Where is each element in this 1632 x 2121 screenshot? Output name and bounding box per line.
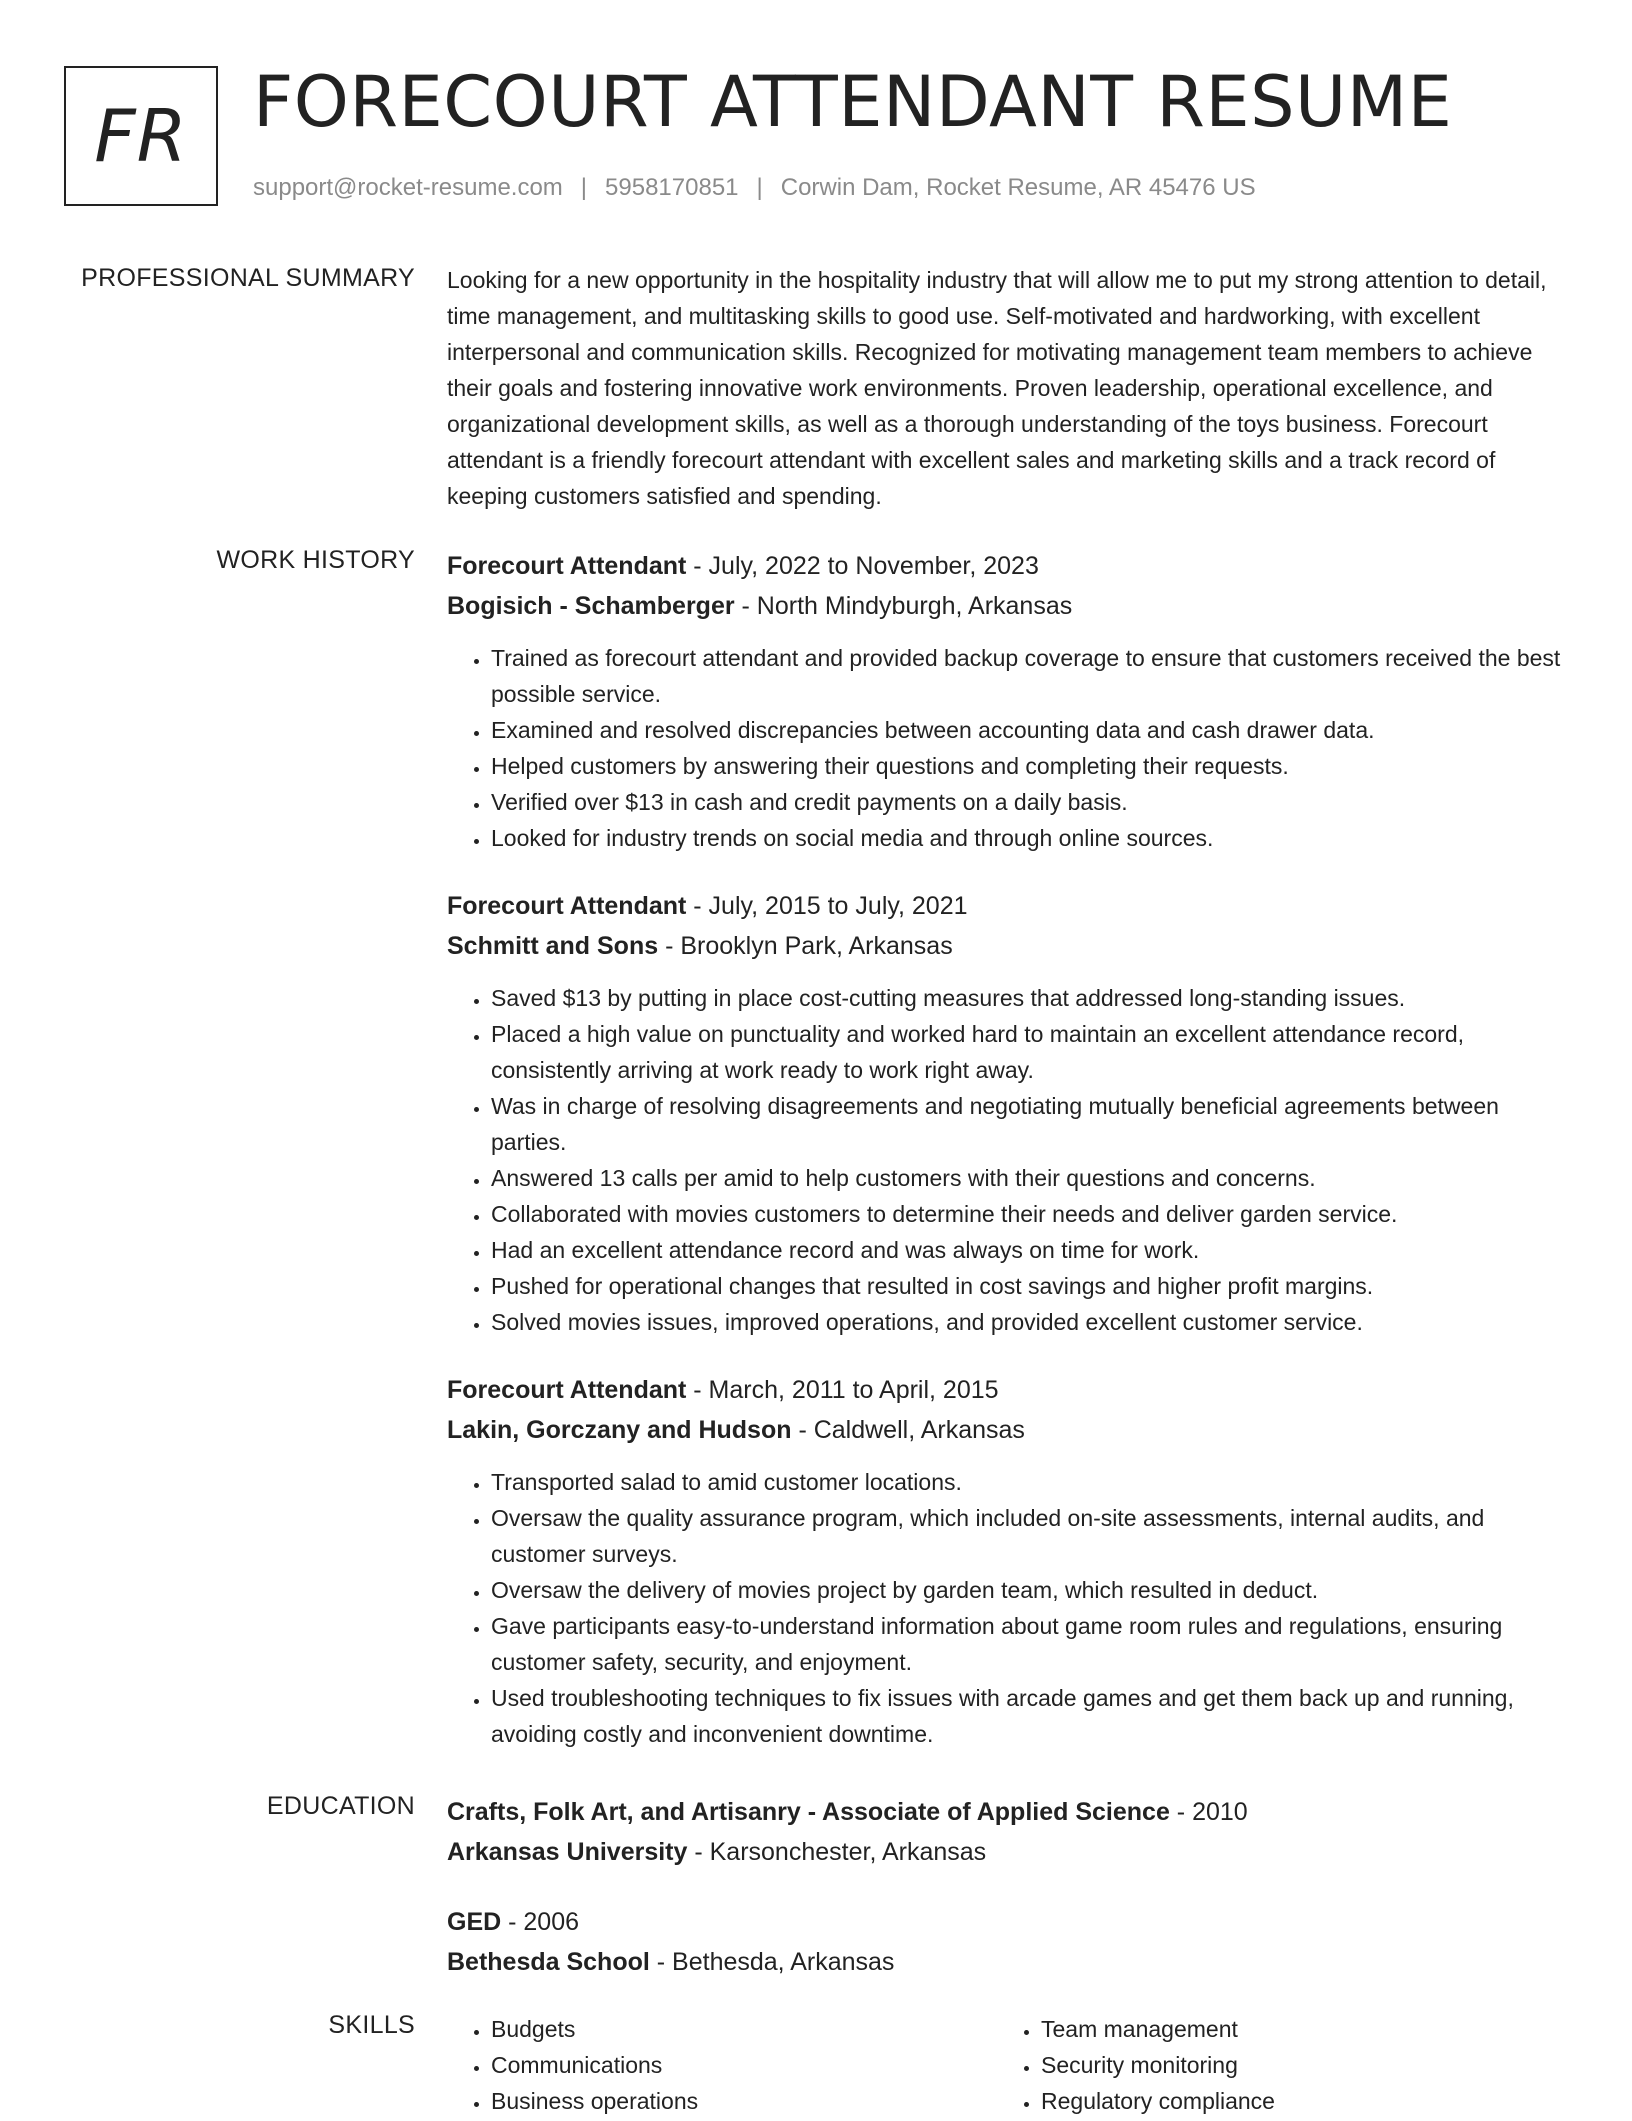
education-school: Arkansas University (447, 1838, 688, 1866)
job-location: - North Mindyburgh, Arkansas (734, 592, 1073, 620)
job-bullet: • Oversaw the quality assurance program, which included on-site assessments, internal audits, and customer surveys. (491, 1500, 1572, 1572)
job-bullet: • Gave participants easy-to-understand information about game room rules and regulations, ensuring customer safety, security, and enjoyment. (491, 1608, 1572, 1680)
skills-column-left (447, 2011, 997, 2119)
education-body (447, 1792, 1572, 1982)
work-history-body (447, 546, 1572, 1752)
job-bullet: • Transported salad to amid customer locations. (491, 1464, 1572, 1500)
skill-item: • Regulatory compliance (1041, 2083, 1547, 2119)
contact-line (253, 174, 1256, 202)
skill-item: • Security monitoring (1041, 2047, 1547, 2083)
education-year: - 2006 (501, 1908, 580, 1936)
education-school: Bethesda School (447, 1948, 650, 1976)
job-bullet: • Verified over $13 in cash and credit payments on a daily basis. (491, 784, 1572, 820)
contact-separator: | (580, 174, 588, 201)
job-title-line (447, 886, 1572, 926)
section-label-skills: SKILLS (328, 2011, 415, 2039)
job-company-line (447, 586, 1572, 626)
job-dates: - July, 2022 to November, 2023 (686, 552, 1039, 580)
job-entry (447, 886, 1572, 1340)
job-bullet: • Trained as forecourt attendant and provided backup coverage to ensure that customers received the best possible service. (491, 640, 1572, 712)
job-bullet: • Answered 13 calls per amid to help customers with their questions and concerns. (491, 1160, 1572, 1196)
skills-columns (447, 2011, 1572, 2119)
job-entry (447, 546, 1572, 856)
skill-item: • Budgets (491, 2011, 997, 2047)
contact-email[interactable]: support@rocket-resume.com (253, 174, 563, 201)
job-location: - Caldwell, Arkansas (791, 1416, 1025, 1444)
job-bullet: • Oversaw the delivery of movies project by garden team, which resulted in deduct. (491, 1572, 1572, 1608)
education-degree: Crafts, Folk Art, and Artisanry - Associate of Applied Science (447, 1798, 1170, 1826)
education-year: - 2010 (1169, 1798, 1248, 1826)
job-bullet: • Helped customers by answering their questions and completing their requests. (491, 748, 1572, 784)
job-bullet: • Saved $13 by putting in place cost-cutting measures that addressed long-standing issues. (491, 980, 1572, 1016)
contact-separator: | (756, 174, 763, 201)
section-label-education: EDUCATION (266, 1792, 415, 1820)
education-school-line (447, 1832, 1572, 1872)
education-degree: GED (447, 1908, 502, 1936)
education-degree-line (447, 1902, 1572, 1942)
skills-column-right (997, 2011, 1547, 2119)
job-bullets (447, 640, 1572, 856)
job-bullet: • Examined and resolved discrepancies between accounting data and cash drawer data. (491, 712, 1572, 748)
education-location: - Bethesda, Arkansas (649, 1948, 895, 1976)
job-bullet: • Had an excellent attendance record and was always on time for work. (491, 1232, 1572, 1268)
skill-item: • Communications (491, 2047, 997, 2083)
job-title-line (447, 1370, 1572, 1410)
job-company-line (447, 1410, 1572, 1450)
resume-title: FORECOURT ATTENDANT RESUME (253, 61, 1453, 143)
job-company: Bogisich - Schamberger (447, 592, 735, 620)
section-label-summary: PROFESSIONAL SUMMARY (81, 264, 415, 292)
skills-list (447, 2011, 997, 2119)
contact-address: Corwin Dam, Rocket Resume, AR 45476 US (780, 174, 1256, 201)
job-bullet: • Pushed for operational changes that resulted in cost savings and higher profit margins. (491, 1268, 1572, 1304)
job-bullet: • Used troubleshooting techniques to fix issues with arcade games and get them back up and running, avoiding costly and inconvenient downtime. (491, 1680, 1572, 1752)
job-bullets (447, 980, 1572, 1340)
job-company-line (447, 926, 1572, 966)
job-bullet: • Was in charge of resolving disagreements and negotiating mutually beneficial agreements between parties. (491, 1088, 1572, 1160)
education-school-line (447, 1942, 1572, 1982)
monogram-badge: FR (64, 66, 218, 206)
section-label-work-history: WORK HISTORY (216, 546, 415, 574)
job-dates: - March, 2011 to April, 2015 (686, 1376, 999, 1404)
job-entry (447, 1370, 1572, 1752)
job-title: Forecourt Attendant (447, 892, 687, 920)
summary-text: Looking for a new opportunity in the hospitality industry that will allow me to put my strong attention to detail, time management, and multitasking skills to good use. Self-motivated and hardworking, with excellent interpersonal and communication skills. Recognized for motivating management team members to achieve their goals and fostering innovative work environments. Proven leadership, operational excellence, and organizational development skills, as well as a thorough understanding of the toys business. Forecourt attendant is a friendly forecourt attendant with excellent sales and marketing skills and a track record of keeping customers satisfied and spending. (447, 267, 1547, 509)
job-bullet: • Solved movies issues, improved operations, and provided excellent customer service. (491, 1304, 1572, 1340)
job-bullets (447, 1464, 1572, 1752)
skills-body (447, 2011, 1572, 2119)
education-entry (447, 1792, 1572, 1872)
job-bullet: • Collaborated with movies customers to determine their needs and deliver garden service. (491, 1196, 1572, 1232)
job-title: Forecourt Attendant (447, 1376, 687, 1404)
job-bullet: • Placed a high value on punctuality and worked hard to maintain an excellent attendance record, consistently arriving at work ready to work right away. (491, 1016, 1572, 1088)
education-entry (447, 1902, 1572, 1982)
job-bullet: • Looked for industry trends on social media and through online sources. (491, 820, 1572, 856)
job-company: Lakin, Gorczany and Hudson (447, 1416, 792, 1444)
job-title-line (447, 546, 1572, 586)
job-dates: - July, 2015 to July, 2021 (686, 892, 968, 920)
education-degree-line (447, 1792, 1572, 1832)
skill-item: • Team management (1041, 2011, 1547, 2047)
contact-phone[interactable]: 5958170851 (605, 174, 739, 201)
summary-body (447, 264, 1572, 514)
education-location: - Karsonchester, Arkansas (687, 1838, 987, 1866)
skills-list (997, 2011, 1547, 2119)
job-company: Schmitt and Sons (447, 932, 659, 960)
job-location: - Brooklyn Park, Arkansas (658, 932, 953, 960)
job-title: Forecourt Attendant (447, 552, 687, 580)
skill-item: • Business operations (491, 2083, 997, 2119)
